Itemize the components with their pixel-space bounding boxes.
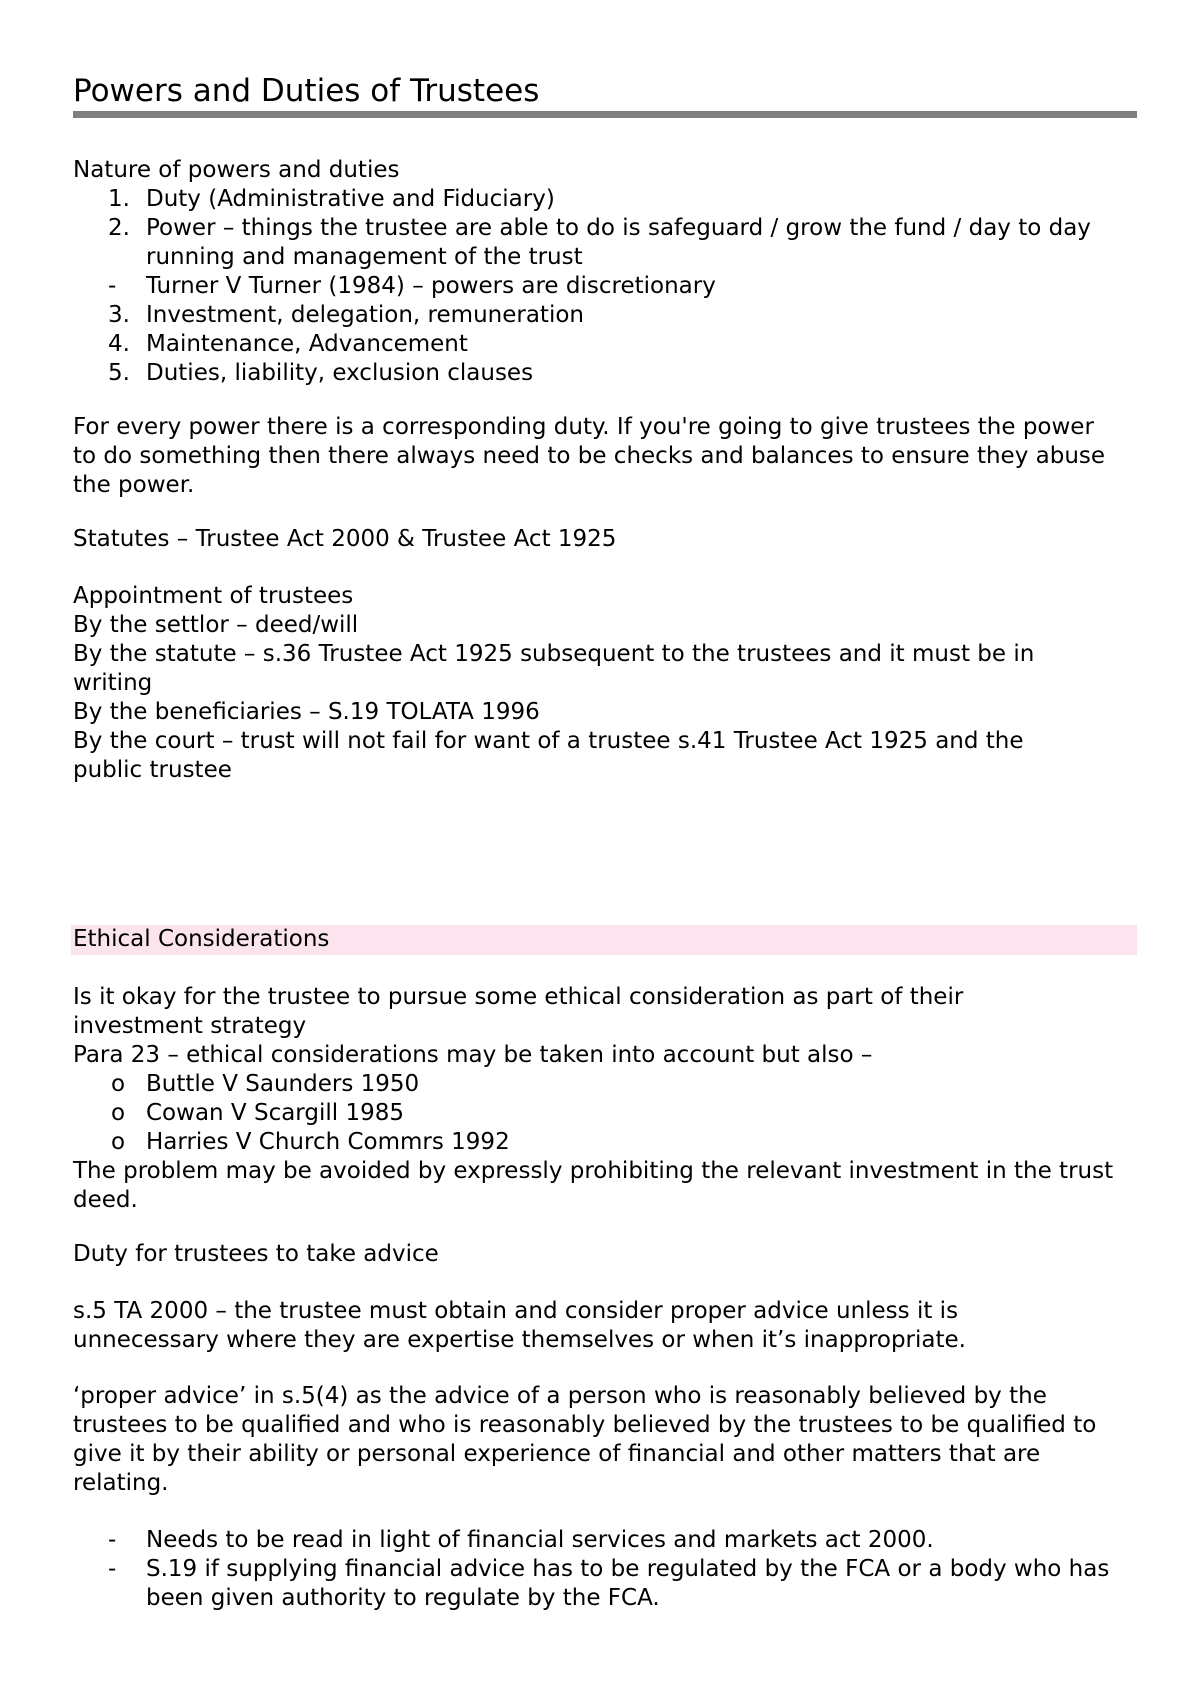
page-title: Powers and Duties of Trustees <box>73 73 540 109</box>
list-marker: - <box>108 1556 117 1582</box>
list-item <box>73 1128 1137 1157</box>
list-marker: 5. <box>108 360 130 386</box>
appointment-court: By the court – trust will not fail for want of a trustee s.41 Trustee Act 1925 and the public trustee <box>73 728 1024 783</box>
statutes-section <box>73 525 1137 554</box>
appointment-heading: Appointment of trustees <box>73 583 354 609</box>
list-marker: - <box>108 1527 117 1553</box>
list-marker: 4. <box>108 331 130 357</box>
list-item-text: Turner V Turner (1984) – powers are discretionary <box>146 273 716 299</box>
advice-points-section <box>73 1526 1137 1613</box>
list-item-text: Harries V Church Commrs 1992 <box>146 1129 510 1155</box>
list-marker: 2. <box>108 215 130 241</box>
advice-points-list <box>73 1526 1137 1613</box>
list-marker: 1. <box>108 186 130 212</box>
nature-list <box>73 185 1137 388</box>
statutes-line: Statutes – Trustee Act 2000 & Trustee Act 1925 <box>73 526 617 552</box>
ethical-avoided: The problem may be avoided by expressly prohibiting the relevant investment in the trust deed. <box>73 1158 1114 1213</box>
list-marker: o <box>111 1100 126 1126</box>
list-item <box>73 1555 1137 1613</box>
advice-section <box>73 1240 1137 1269</box>
list-item <box>73 301 1137 330</box>
list-item <box>73 185 1137 214</box>
list-item-text: Investment, delegation, remuneration <box>146 302 584 328</box>
list-item-text: Cowan V Scargill 1985 <box>146 1100 404 1126</box>
title-rule <box>73 111 1137 118</box>
advice-heading: Duty for trustees to take advice <box>73 1241 439 1267</box>
corresponding-duty-paragraph: For every power there is a corresponding duty. If you're going to give trustees the power to do something then there always need to be checks and balances to ensure they abuse the power. <box>73 414 1106 498</box>
list-item-text: Needs to be read in light of financial services and markets act 2000. <box>146 1527 934 1553</box>
advice-proper-section <box>73 1382 1137 1498</box>
appointment-settlor: By the settlor – deed/will <box>73 612 359 638</box>
nature-heading: Nature of powers and duties <box>73 157 400 183</box>
appointment-beneficiaries: By the beneficiaries – S.19 TOLATA 1996 <box>73 699 540 725</box>
list-item-text: S.19 if supplying financial advice has to be regulated by the FCA or a body who has been given authority to regulate by the FCA. <box>146 1556 1110 1611</box>
list-marker: o <box>111 1071 126 1097</box>
list-item <box>73 1526 1137 1555</box>
list-item <box>73 1070 1137 1099</box>
list-item-text: Maintenance, Advancement <box>146 331 468 357</box>
ethical-heading: Ethical Considerations <box>73 926 330 952</box>
list-marker: 3. <box>108 302 130 328</box>
list-item <box>73 1099 1137 1128</box>
list-item <box>73 359 1137 388</box>
list-item <box>73 272 1137 301</box>
list-item-text: Duty (Administrative and Fiduciary) <box>146 186 555 212</box>
advice-proper-paragraph: ‘proper advice’ in s.5(4) as the advice of a person who is reasonably believed by the trustees to be qualified and who is reasonably believed by the trustees to be qualified to give it by their ability or personal experience of financial and other matters that are relating. <box>73 1383 1097 1496</box>
ethical-heading-row <box>73 925 1137 954</box>
list-item-text: Power – things the trustee are able to do is safeguard / grow the fund / day to day running and management of the trust <box>146 215 1091 270</box>
advice-s5-paragraph: s.5 TA 2000 – the trustee must obtain and consider proper advice unless it is unnecessary where they are expertise themselves or when it’s inappropriate. <box>73 1298 966 1353</box>
list-marker: - <box>108 273 117 299</box>
list-item <box>73 214 1137 272</box>
list-item <box>73 330 1137 359</box>
nature-section <box>73 156 1137 388</box>
ethical-section <box>73 983 1137 1215</box>
list-marker: o <box>111 1129 126 1155</box>
appointment-section <box>73 582 1137 785</box>
list-item-text: Buttle V Saunders 1950 <box>146 1071 420 1097</box>
ethical-question: Is it okay for the trustee to pursue some ethical consideration as part of their investment strategy <box>73 984 964 1039</box>
ethical-para23: Para 23 – ethical considerations may be taken into account but also – <box>73 1042 873 1068</box>
list-item-text: Duties, liability, exclusion clauses <box>146 360 534 386</box>
ethical-cases-list <box>73 1070 1137 1157</box>
corresponding-duty-section <box>73 413 1137 500</box>
advice-s5-section <box>73 1297 1137 1355</box>
appointment-statute: By the statute – s.36 Trustee Act 1925 subsequent to the trustees and it must be in writing <box>73 641 1035 696</box>
